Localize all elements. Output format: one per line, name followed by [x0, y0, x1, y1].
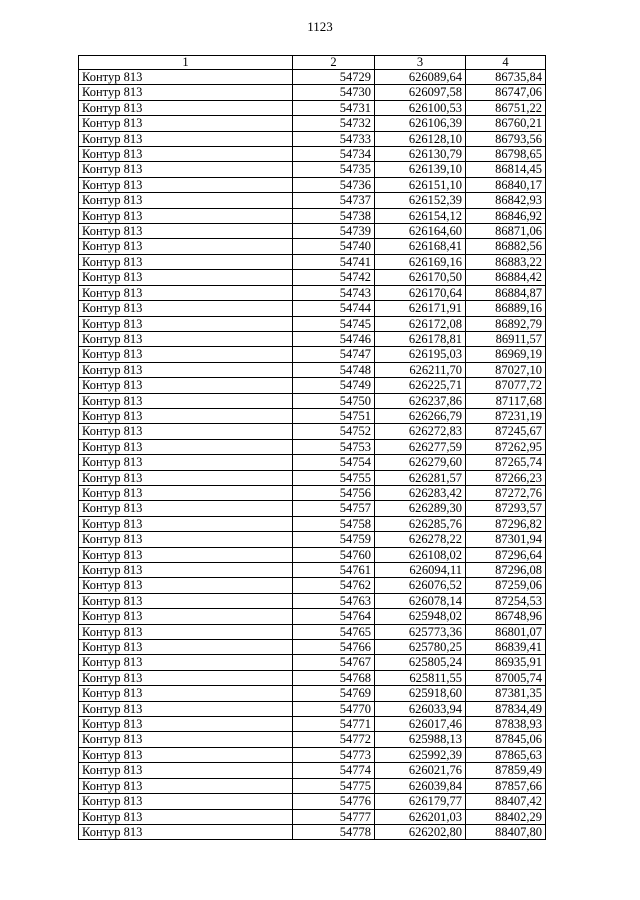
- x-coordinate-cell: 626017,46: [375, 717, 466, 732]
- contour-name-cell: Контур 813: [79, 439, 293, 454]
- table-row: [79, 85, 546, 100]
- y-coordinate-cell: 87859,49: [466, 763, 546, 778]
- point-number-cell: 54742: [293, 270, 375, 285]
- contour-name-cell: Контур 813: [79, 147, 293, 162]
- point-number-cell: 54755: [293, 470, 375, 485]
- y-coordinate-cell: 86871,06: [466, 224, 546, 239]
- contour-name-cell: Контур 813: [79, 593, 293, 608]
- table-row: [79, 470, 546, 485]
- point-number-cell: 54777: [293, 809, 375, 824]
- point-number-cell: 54773: [293, 747, 375, 762]
- point-number-cell: 54730: [293, 85, 375, 100]
- x-coordinate-cell: 625948,02: [375, 609, 466, 624]
- y-coordinate-cell: 87077,72: [466, 378, 546, 393]
- contour-name-cell: Контур 813: [79, 516, 293, 531]
- point-number-cell: 54758: [293, 516, 375, 531]
- point-number-cell: 54746: [293, 331, 375, 346]
- contour-name-cell: Контур 813: [79, 208, 293, 223]
- contour-name-cell: Контур 813: [79, 85, 293, 100]
- column-header-1: 1: [79, 56, 293, 70]
- x-coordinate-cell: 626130,79: [375, 147, 466, 162]
- y-coordinate-cell: 87266,23: [466, 470, 546, 485]
- y-coordinate-cell: 86883,22: [466, 254, 546, 269]
- y-coordinate-cell: 87259,06: [466, 578, 546, 593]
- contour-name-cell: Контур 813: [79, 270, 293, 285]
- x-coordinate-cell: 626151,10: [375, 177, 466, 192]
- y-coordinate-cell: 87838,93: [466, 717, 546, 732]
- x-coordinate-cell: 626278,22: [375, 532, 466, 547]
- x-coordinate-cell: 626039,84: [375, 778, 466, 793]
- x-coordinate-cell: 625988,13: [375, 732, 466, 747]
- contour-name-cell: Контур 813: [79, 717, 293, 732]
- contour-name-cell: Контур 813: [79, 424, 293, 439]
- table-row: [79, 701, 546, 716]
- table-row: [79, 301, 546, 316]
- contour-name-cell: Контур 813: [79, 778, 293, 793]
- point-number-cell: 54753: [293, 439, 375, 454]
- contour-name-cell: Контур 813: [79, 501, 293, 516]
- x-coordinate-cell: 626106,39: [375, 116, 466, 131]
- x-coordinate-cell: 626279,60: [375, 455, 466, 470]
- y-coordinate-cell: 86911,57: [466, 331, 546, 346]
- y-coordinate-cell: 87865,63: [466, 747, 546, 762]
- contour-name-cell: Контур 813: [79, 794, 293, 809]
- table-row: [79, 655, 546, 670]
- contour-name-cell: Контур 813: [79, 609, 293, 624]
- y-coordinate-cell: 86935,91: [466, 655, 546, 670]
- y-coordinate-cell: 86882,56: [466, 239, 546, 254]
- table-row: [79, 485, 546, 500]
- x-coordinate-cell: 625992,39: [375, 747, 466, 762]
- y-coordinate-cell: 86842,93: [466, 193, 546, 208]
- point-number-cell: 54749: [293, 378, 375, 393]
- x-coordinate-cell: 626289,30: [375, 501, 466, 516]
- table-row: [79, 778, 546, 793]
- table-row: [79, 408, 546, 423]
- table-row: [79, 763, 546, 778]
- table-row: [79, 270, 546, 285]
- x-coordinate-cell: 625811,55: [375, 670, 466, 685]
- table-row: [79, 224, 546, 239]
- point-number-cell: 54768: [293, 670, 375, 685]
- contour-name-cell: Контур 813: [79, 670, 293, 685]
- x-coordinate-cell: 626076,52: [375, 578, 466, 593]
- x-coordinate-cell: 626237,86: [375, 393, 466, 408]
- point-number-cell: 54734: [293, 147, 375, 162]
- x-coordinate-cell: 626272,83: [375, 424, 466, 439]
- table-row: [79, 578, 546, 593]
- x-coordinate-cell: 626100,53: [375, 100, 466, 115]
- table-row: [79, 809, 546, 824]
- table-row: [79, 116, 546, 131]
- table-row: [79, 532, 546, 547]
- contour-name-cell: Контур 813: [79, 686, 293, 701]
- y-coordinate-cell: 86884,42: [466, 270, 546, 285]
- x-coordinate-cell: 626128,10: [375, 131, 466, 146]
- table-row: [79, 362, 546, 377]
- point-number-cell: 54776: [293, 794, 375, 809]
- point-number-cell: 54737: [293, 193, 375, 208]
- y-coordinate-cell: 86747,06: [466, 85, 546, 100]
- y-coordinate-cell: 87834,49: [466, 701, 546, 716]
- x-coordinate-cell: 626097,58: [375, 85, 466, 100]
- contour-name-cell: Контур 813: [79, 177, 293, 192]
- point-number-cell: 54764: [293, 609, 375, 624]
- y-coordinate-cell: 86884,87: [466, 285, 546, 300]
- y-coordinate-cell: 86814,45: [466, 162, 546, 177]
- contour-name-cell: Контур 813: [79, 640, 293, 655]
- contour-name-cell: Контур 813: [79, 578, 293, 593]
- y-coordinate-cell: 87117,68: [466, 393, 546, 408]
- contour-name-cell: Контур 813: [79, 732, 293, 747]
- point-number-cell: 54754: [293, 455, 375, 470]
- y-coordinate-cell: 86798,65: [466, 147, 546, 162]
- x-coordinate-cell: 626211,70: [375, 362, 466, 377]
- point-number-cell: 54731: [293, 100, 375, 115]
- coordinates-table: [78, 55, 546, 840]
- y-coordinate-cell: 86793,56: [466, 131, 546, 146]
- contour-name-cell: Контур 813: [79, 824, 293, 839]
- y-coordinate-cell: 86840,17: [466, 177, 546, 192]
- y-coordinate-cell: 88407,80: [466, 824, 546, 839]
- point-number-cell: 54750: [293, 393, 375, 408]
- table-row: [79, 547, 546, 562]
- x-coordinate-cell: 626152,39: [375, 193, 466, 208]
- contour-name-cell: Контур 813: [79, 408, 293, 423]
- contour-name-cell: Контур 813: [79, 100, 293, 115]
- table-row: [79, 424, 546, 439]
- y-coordinate-cell: 86801,07: [466, 624, 546, 639]
- point-number-cell: 54748: [293, 362, 375, 377]
- table-header-row: [79, 56, 546, 70]
- y-coordinate-cell: 86735,84: [466, 70, 546, 85]
- x-coordinate-cell: 626139,10: [375, 162, 466, 177]
- table-row: [79, 347, 546, 362]
- point-number-cell: 54744: [293, 301, 375, 316]
- y-coordinate-cell: 87254,53: [466, 593, 546, 608]
- x-coordinate-cell: 626225,71: [375, 378, 466, 393]
- point-number-cell: 54756: [293, 485, 375, 500]
- point-number-cell: 54765: [293, 624, 375, 639]
- table-row: [79, 640, 546, 655]
- y-coordinate-cell: 87845,06: [466, 732, 546, 747]
- point-number-cell: 54752: [293, 424, 375, 439]
- table-row: [79, 563, 546, 578]
- point-number-cell: 54740: [293, 239, 375, 254]
- contour-name-cell: Контур 813: [79, 70, 293, 85]
- y-coordinate-cell: 86751,22: [466, 100, 546, 115]
- table-row: [79, 162, 546, 177]
- point-number-cell: 54763: [293, 593, 375, 608]
- point-number-cell: 54762: [293, 578, 375, 593]
- table-row: [79, 732, 546, 747]
- x-coordinate-cell: 625805,24: [375, 655, 466, 670]
- x-coordinate-cell: 626021,76: [375, 763, 466, 778]
- y-coordinate-cell: 86748,96: [466, 609, 546, 624]
- contour-name-cell: Контур 813: [79, 547, 293, 562]
- y-coordinate-cell: 88402,29: [466, 809, 546, 824]
- contour-name-cell: Контур 813: [79, 655, 293, 670]
- point-number-cell: 54770: [293, 701, 375, 716]
- x-coordinate-cell: 626154,12: [375, 208, 466, 223]
- x-coordinate-cell: 626168,41: [375, 239, 466, 254]
- table-row: [79, 747, 546, 762]
- point-number-cell: 54739: [293, 224, 375, 239]
- y-coordinate-cell: 87381,35: [466, 686, 546, 701]
- table-row: [79, 501, 546, 516]
- table-row: [79, 239, 546, 254]
- contour-name-cell: Контур 813: [79, 331, 293, 346]
- point-number-cell: 54729: [293, 70, 375, 85]
- point-number-cell: 54751: [293, 408, 375, 423]
- contour-name-cell: Контур 813: [79, 193, 293, 208]
- table-row: [79, 794, 546, 809]
- x-coordinate-cell: 626285,76: [375, 516, 466, 531]
- table-row: [79, 177, 546, 192]
- table-row: [79, 455, 546, 470]
- contour-name-cell: Контур 813: [79, 162, 293, 177]
- table-row: [79, 393, 546, 408]
- x-coordinate-cell: 626195,03: [375, 347, 466, 362]
- x-coordinate-cell: 626033,94: [375, 701, 466, 716]
- page-number: 1123: [307, 19, 333, 34]
- contour-name-cell: Контур 813: [79, 362, 293, 377]
- x-coordinate-cell: 626202,80: [375, 824, 466, 839]
- table-body: [79, 70, 546, 840]
- y-coordinate-cell: 87005,74: [466, 670, 546, 685]
- contour-name-cell: Контур 813: [79, 701, 293, 716]
- point-number-cell: 54736: [293, 177, 375, 192]
- contour-name-cell: Контур 813: [79, 301, 293, 316]
- x-coordinate-cell: 626169,16: [375, 254, 466, 269]
- point-number-cell: 54738: [293, 208, 375, 223]
- contour-name-cell: Контур 813: [79, 747, 293, 762]
- y-coordinate-cell: 86846,92: [466, 208, 546, 223]
- column-header-4: 4: [466, 56, 546, 70]
- point-number-cell: 54759: [293, 532, 375, 547]
- x-coordinate-cell: 626277,59: [375, 439, 466, 454]
- table-row: [79, 378, 546, 393]
- table-row: [79, 331, 546, 346]
- y-coordinate-cell: 87296,08: [466, 563, 546, 578]
- point-number-cell: 54778: [293, 824, 375, 839]
- y-coordinate-cell: 87272,76: [466, 485, 546, 500]
- y-coordinate-cell: 87245,67: [466, 424, 546, 439]
- y-coordinate-cell: 86969,19: [466, 347, 546, 362]
- x-coordinate-cell: 625918,60: [375, 686, 466, 701]
- table-row: [79, 100, 546, 115]
- contour-name-cell: Контур 813: [79, 347, 293, 362]
- y-coordinate-cell: 87857,66: [466, 778, 546, 793]
- x-coordinate-cell: 625780,25: [375, 640, 466, 655]
- x-coordinate-cell: 626078,14: [375, 593, 466, 608]
- table-row: [79, 285, 546, 300]
- table-row: [79, 686, 546, 701]
- contour-name-cell: Контур 813: [79, 131, 293, 146]
- point-number-cell: 54766: [293, 640, 375, 655]
- y-coordinate-cell: 87293,57: [466, 501, 546, 516]
- contour-name-cell: Контур 813: [79, 224, 293, 239]
- y-coordinate-cell: 87262,95: [466, 439, 546, 454]
- table-row: [79, 670, 546, 685]
- point-number-cell: 54767: [293, 655, 375, 670]
- point-number-cell: 54732: [293, 116, 375, 131]
- x-coordinate-cell: 626164,60: [375, 224, 466, 239]
- x-coordinate-cell: 626089,64: [375, 70, 466, 85]
- y-coordinate-cell: 86839,41: [466, 640, 546, 655]
- contour-name-cell: Контур 813: [79, 285, 293, 300]
- contour-name-cell: Контур 813: [79, 809, 293, 824]
- point-number-cell: 54760: [293, 547, 375, 562]
- point-number-cell: 54743: [293, 285, 375, 300]
- table-row: [79, 193, 546, 208]
- x-coordinate-cell: 626094,11: [375, 563, 466, 578]
- y-coordinate-cell: 86889,16: [466, 301, 546, 316]
- x-coordinate-cell: 626283,42: [375, 485, 466, 500]
- table-row: [79, 717, 546, 732]
- table-row: [79, 254, 546, 269]
- table-row: [79, 147, 546, 162]
- column-header-2: 2: [293, 56, 375, 70]
- table-row: [79, 131, 546, 146]
- point-number-cell: 54769: [293, 686, 375, 701]
- table-row: [79, 824, 546, 839]
- point-number-cell: 54774: [293, 763, 375, 778]
- contour-name-cell: Контур 813: [79, 116, 293, 131]
- contour-name-cell: Контур 813: [79, 624, 293, 639]
- x-coordinate-cell: 626201,03: [375, 809, 466, 824]
- y-coordinate-cell: 87027,10: [466, 362, 546, 377]
- table-row: [79, 316, 546, 331]
- point-number-cell: 54735: [293, 162, 375, 177]
- y-coordinate-cell: 87265,74: [466, 455, 546, 470]
- contour-name-cell: Контур 813: [79, 563, 293, 578]
- contour-name-cell: Контур 813: [79, 378, 293, 393]
- x-coordinate-cell: 625773,36: [375, 624, 466, 639]
- point-number-cell: 54772: [293, 732, 375, 747]
- y-coordinate-cell: 88407,42: [466, 794, 546, 809]
- point-number-cell: 54741: [293, 254, 375, 269]
- x-coordinate-cell: 626281,57: [375, 470, 466, 485]
- x-coordinate-cell: 626170,50: [375, 270, 466, 285]
- x-coordinate-cell: 626178,81: [375, 331, 466, 346]
- point-number-cell: 54745: [293, 316, 375, 331]
- contour-name-cell: Контур 813: [79, 532, 293, 547]
- y-coordinate-cell: 87296,64: [466, 547, 546, 562]
- x-coordinate-cell: 626179,77: [375, 794, 466, 809]
- x-coordinate-cell: 626266,79: [375, 408, 466, 423]
- point-number-cell: 54761: [293, 563, 375, 578]
- contour-name-cell: Контур 813: [79, 485, 293, 500]
- contour-name-cell: Контур 813: [79, 316, 293, 331]
- point-number-cell: 54771: [293, 717, 375, 732]
- y-coordinate-cell: 87231,19: [466, 408, 546, 423]
- table-row: [79, 208, 546, 223]
- x-coordinate-cell: 626170,64: [375, 285, 466, 300]
- point-number-cell: 54775: [293, 778, 375, 793]
- table-row: [79, 593, 546, 608]
- table-row: [79, 70, 546, 85]
- y-coordinate-cell: 87301,94: [466, 532, 546, 547]
- contour-name-cell: Контур 813: [79, 455, 293, 470]
- x-coordinate-cell: 626172,08: [375, 316, 466, 331]
- contour-name-cell: Контур 813: [79, 254, 293, 269]
- contour-name-cell: Контур 813: [79, 393, 293, 408]
- contour-name-cell: Контур 813: [79, 239, 293, 254]
- table-row: [79, 439, 546, 454]
- contour-name-cell: Контур 813: [79, 470, 293, 485]
- column-header-3: 3: [375, 56, 466, 70]
- point-number-cell: 54747: [293, 347, 375, 362]
- x-coordinate-cell: 626171,91: [375, 301, 466, 316]
- contour-name-cell: Контур 813: [79, 763, 293, 778]
- table-row: [79, 624, 546, 639]
- point-number-cell: 54757: [293, 501, 375, 516]
- point-number-cell: 54733: [293, 131, 375, 146]
- x-coordinate-cell: 626108,02: [375, 547, 466, 562]
- y-coordinate-cell: 86760,21: [466, 116, 546, 131]
- table-row: [79, 516, 546, 531]
- y-coordinate-cell: 86892,79: [466, 316, 546, 331]
- y-coordinate-cell: 87296,82: [466, 516, 546, 531]
- table-row: [79, 609, 546, 624]
